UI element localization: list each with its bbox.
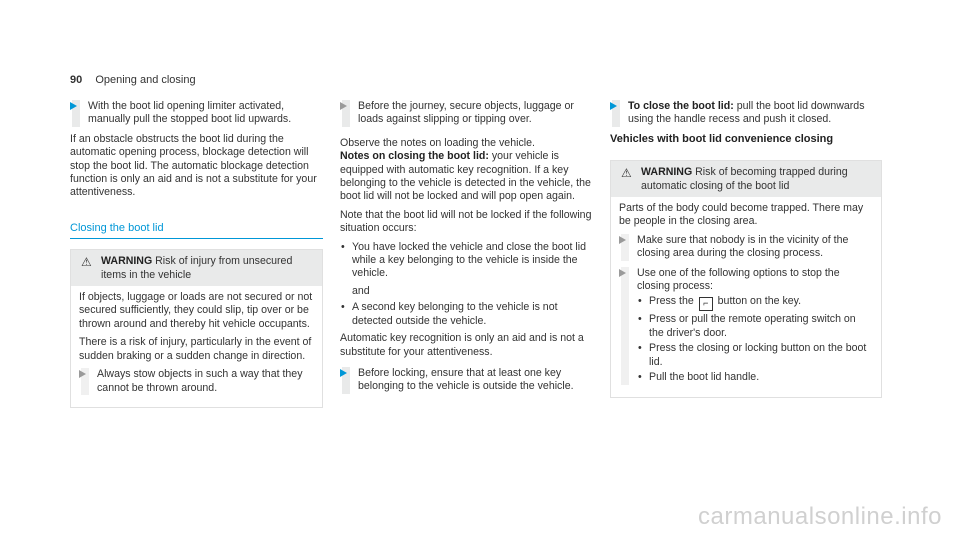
page-header — [70, 74, 196, 87]
warning-paragraph: Parts of the body could become trapped. There may be people in the closing area. — [619, 202, 864, 228]
warning-text: Risk of becoming trapped during automatic closing of the boot lid — [641, 166, 848, 192]
watermark: carmanualsonline.info — [698, 502, 942, 530]
step-label: To close the boot lid: — [628, 100, 734, 112]
list-item-text: button on the key. — [717, 295, 802, 308]
step-arrow-icon — [610, 102, 617, 110]
instruction-step — [610, 100, 882, 127]
warning-paragraph: If objects, luggage or loads are not secured or not secured sufficiently, they could slip, tip over or be thrown around and thereby hit vehicle occupants. — [79, 291, 313, 330]
warning-step — [619, 234, 873, 261]
warning-label: WARNING — [641, 166, 693, 179]
and-text: and — [352, 284, 370, 297]
warning-box — [610, 160, 882, 397]
warning-label: WARNING — [101, 255, 153, 268]
warning-step — [79, 368, 314, 395]
section-title: Closing the boot lid — [70, 222, 323, 239]
warning-header — [71, 250, 322, 286]
column-left — [70, 100, 323, 416]
list-item: • Pull the boot lid handle. — [637, 371, 873, 384]
notes-paragraph — [340, 150, 598, 204]
step-arrow-icon — [340, 369, 347, 377]
paragraph: Automatic key recognition is only an aid and is not a substitute for your attentiveness. — [340, 332, 584, 358]
paragraph: Note that the boot lid will not be locked if the following situation occurs: — [340, 208, 592, 235]
notes-label: Notes on closing the boot lid: — [340, 150, 489, 163]
step-arrow-icon — [79, 370, 86, 378]
page-number: 90 — [70, 74, 83, 86]
instruction-step — [70, 100, 323, 127]
warning-header — [611, 161, 881, 197]
warning-text: Risk of injury from unsecured items in the vehicle — [101, 255, 293, 281]
list-item — [637, 295, 873, 311]
step-text: Use one of the following options to stop the closing process: — [637, 266, 840, 293]
column-middle — [340, 100, 598, 400]
bullet-list — [340, 301, 598, 328]
warning-triangle-icon: ⚠ — [621, 166, 632, 181]
list-item-text: Press the — [649, 295, 694, 308]
paragraph: Observe the notes on loading the vehicle. — [340, 136, 535, 149]
chapter-title: Opening and closing — [95, 74, 196, 86]
list-item: • Press the closing or locking button on the boot lid. — [637, 342, 873, 369]
paragraph: If an obstacle obstructs the boot lid during the automatic opening process, blockage detection will stop the boot lid. The automatic blockage detection function is only an aid and is not a substitute for your attentiveness. — [70, 132, 317, 199]
warning-box — [70, 249, 323, 408]
instruction-step — [340, 100, 598, 127]
step-text: Before locking, ensure that at least one key belonging to the vehicle is outside the vehicle. — [358, 366, 574, 393]
warning-body — [71, 286, 322, 407]
subheading: Vehicles with boot lid convenience closing — [610, 132, 834, 145]
list-item: • Press or pull the remote operating switch on the driver's door. — [637, 313, 873, 340]
notes-text: your vehicle is equipped with automatic key recognition. If a key belonging to the vehicle is detected in the vehicle, the boot lid will not be locked and will pop open again. — [340, 150, 591, 203]
step-arrow-icon — [619, 236, 626, 244]
step-arrow-icon — [340, 102, 347, 110]
step-text: Make sure that nobody is in the vicinity of the closing area during the closing process. — [637, 233, 849, 260]
warning-triangle-icon: ⚠ — [81, 255, 92, 270]
warning-paragraph: There is a risk of injury, particularly in the event of sudden braking or a sudden change in direction. — [79, 336, 312, 362]
bullet-list — [340, 241, 598, 281]
step-text: Before the journey, secure objects, luggage or loads against slipping or tipping over. — [358, 100, 574, 126]
step-text: Always stow objects in such a way that they cannot be thrown around. — [97, 368, 303, 394]
bullet-list — [637, 295, 873, 384]
boot-lid-key-icon: ⌐ — [699, 297, 713, 311]
instruction-step — [340, 367, 598, 394]
list-item: • A second key belonging to the vehicle is not detected outside the vehicle. — [340, 301, 598, 328]
warning-step — [619, 267, 873, 385]
column-right — [610, 100, 882, 406]
warning-body — [611, 197, 881, 396]
list-item: • You have locked the vehicle and close the boot lid while a key belonging to the vehicle is inside the vehicle. — [340, 241, 598, 281]
step-text: pull the boot lid downwards using the handle recess and push it closed. — [628, 100, 865, 126]
step-arrow-icon — [70, 102, 77, 110]
step-text: With the boot lid opening limiter activated, manually pull the stopped boot lid upwards. — [88, 100, 292, 126]
step-arrow-icon — [619, 269, 626, 277]
